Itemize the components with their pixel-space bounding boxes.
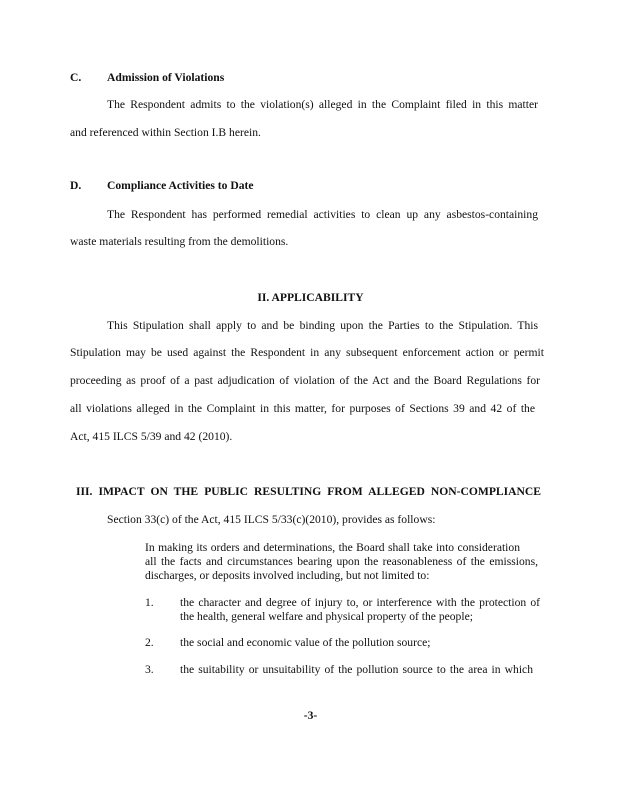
paragraph-line: and referenced within Section I.B herein.: [70, 126, 261, 139]
list-item-line: the health, general welfare and physical property of the people;: [180, 610, 473, 623]
paragraph-line: all violations alleged in the Complaint in this matter, for purposes of Sections 39 and 42 of the: [70, 402, 535, 415]
section-ii-heading: II. APPLICABILITY: [257, 291, 364, 304]
section-d-heading: Compliance Activities to Date: [107, 179, 254, 192]
quote-line: discharges, or deposits involved including, but not limited to:: [145, 569, 430, 582]
paragraph-line: The Respondent admits to the violation(s) alleged in the Complaint filed in this matter: [107, 98, 538, 111]
list-item-line: the character and degree of injury to, or interference with the protection of: [180, 596, 540, 609]
section-c-letter: C.: [70, 71, 82, 84]
list-item-number: 3.: [145, 663, 154, 676]
quote-line: all the facts and circumstances bearing upon the reasonableness of the emissions,: [145, 555, 538, 568]
paragraph-line: This Stipulation shall apply to and be binding upon the Parties to the Stipulation. This: [107, 319, 538, 332]
section-iii-heading: III. IMPACT ON THE PUBLIC RESULTING FROM ALLEGED NON-COMPLIANCE: [76, 485, 541, 498]
page-number: -3-: [303, 709, 318, 722]
section-d-letter: D.: [70, 179, 82, 192]
quote-line: In making its orders and determinations, the Board shall take into consideration: [145, 541, 520, 554]
list-item-number: 2.: [145, 636, 154, 649]
paragraph-line: waste materials resulting from the demolitions.: [70, 235, 289, 248]
list-item-line: the social and economic value of the pollution source;: [180, 636, 431, 649]
paragraph-line: Stipulation may be used against the Respondent in any subsequent enforcement action or permit: [70, 346, 544, 359]
paragraph-line: Act, 415 ILCS 5/39 and 42 (2010).: [70, 430, 233, 443]
paragraph-line: proceeding as proof of a past adjudication of violation of the Act and the Board Regulations for: [70, 374, 540, 387]
list-item-number: 1.: [145, 596, 154, 609]
paragraph-line: The Respondent has performed remedial activities to clean up any asbestos-containing: [107, 208, 538, 221]
section-c-heading: Admission of Violations: [107, 71, 225, 84]
section-iii-intro: Section 33(c) of the Act, 415 ILCS 5/33(c)(2010), provides as follows:: [107, 513, 436, 526]
list-item-line: the suitability or unsuitability of the pollution source to the area in which: [180, 663, 533, 676]
